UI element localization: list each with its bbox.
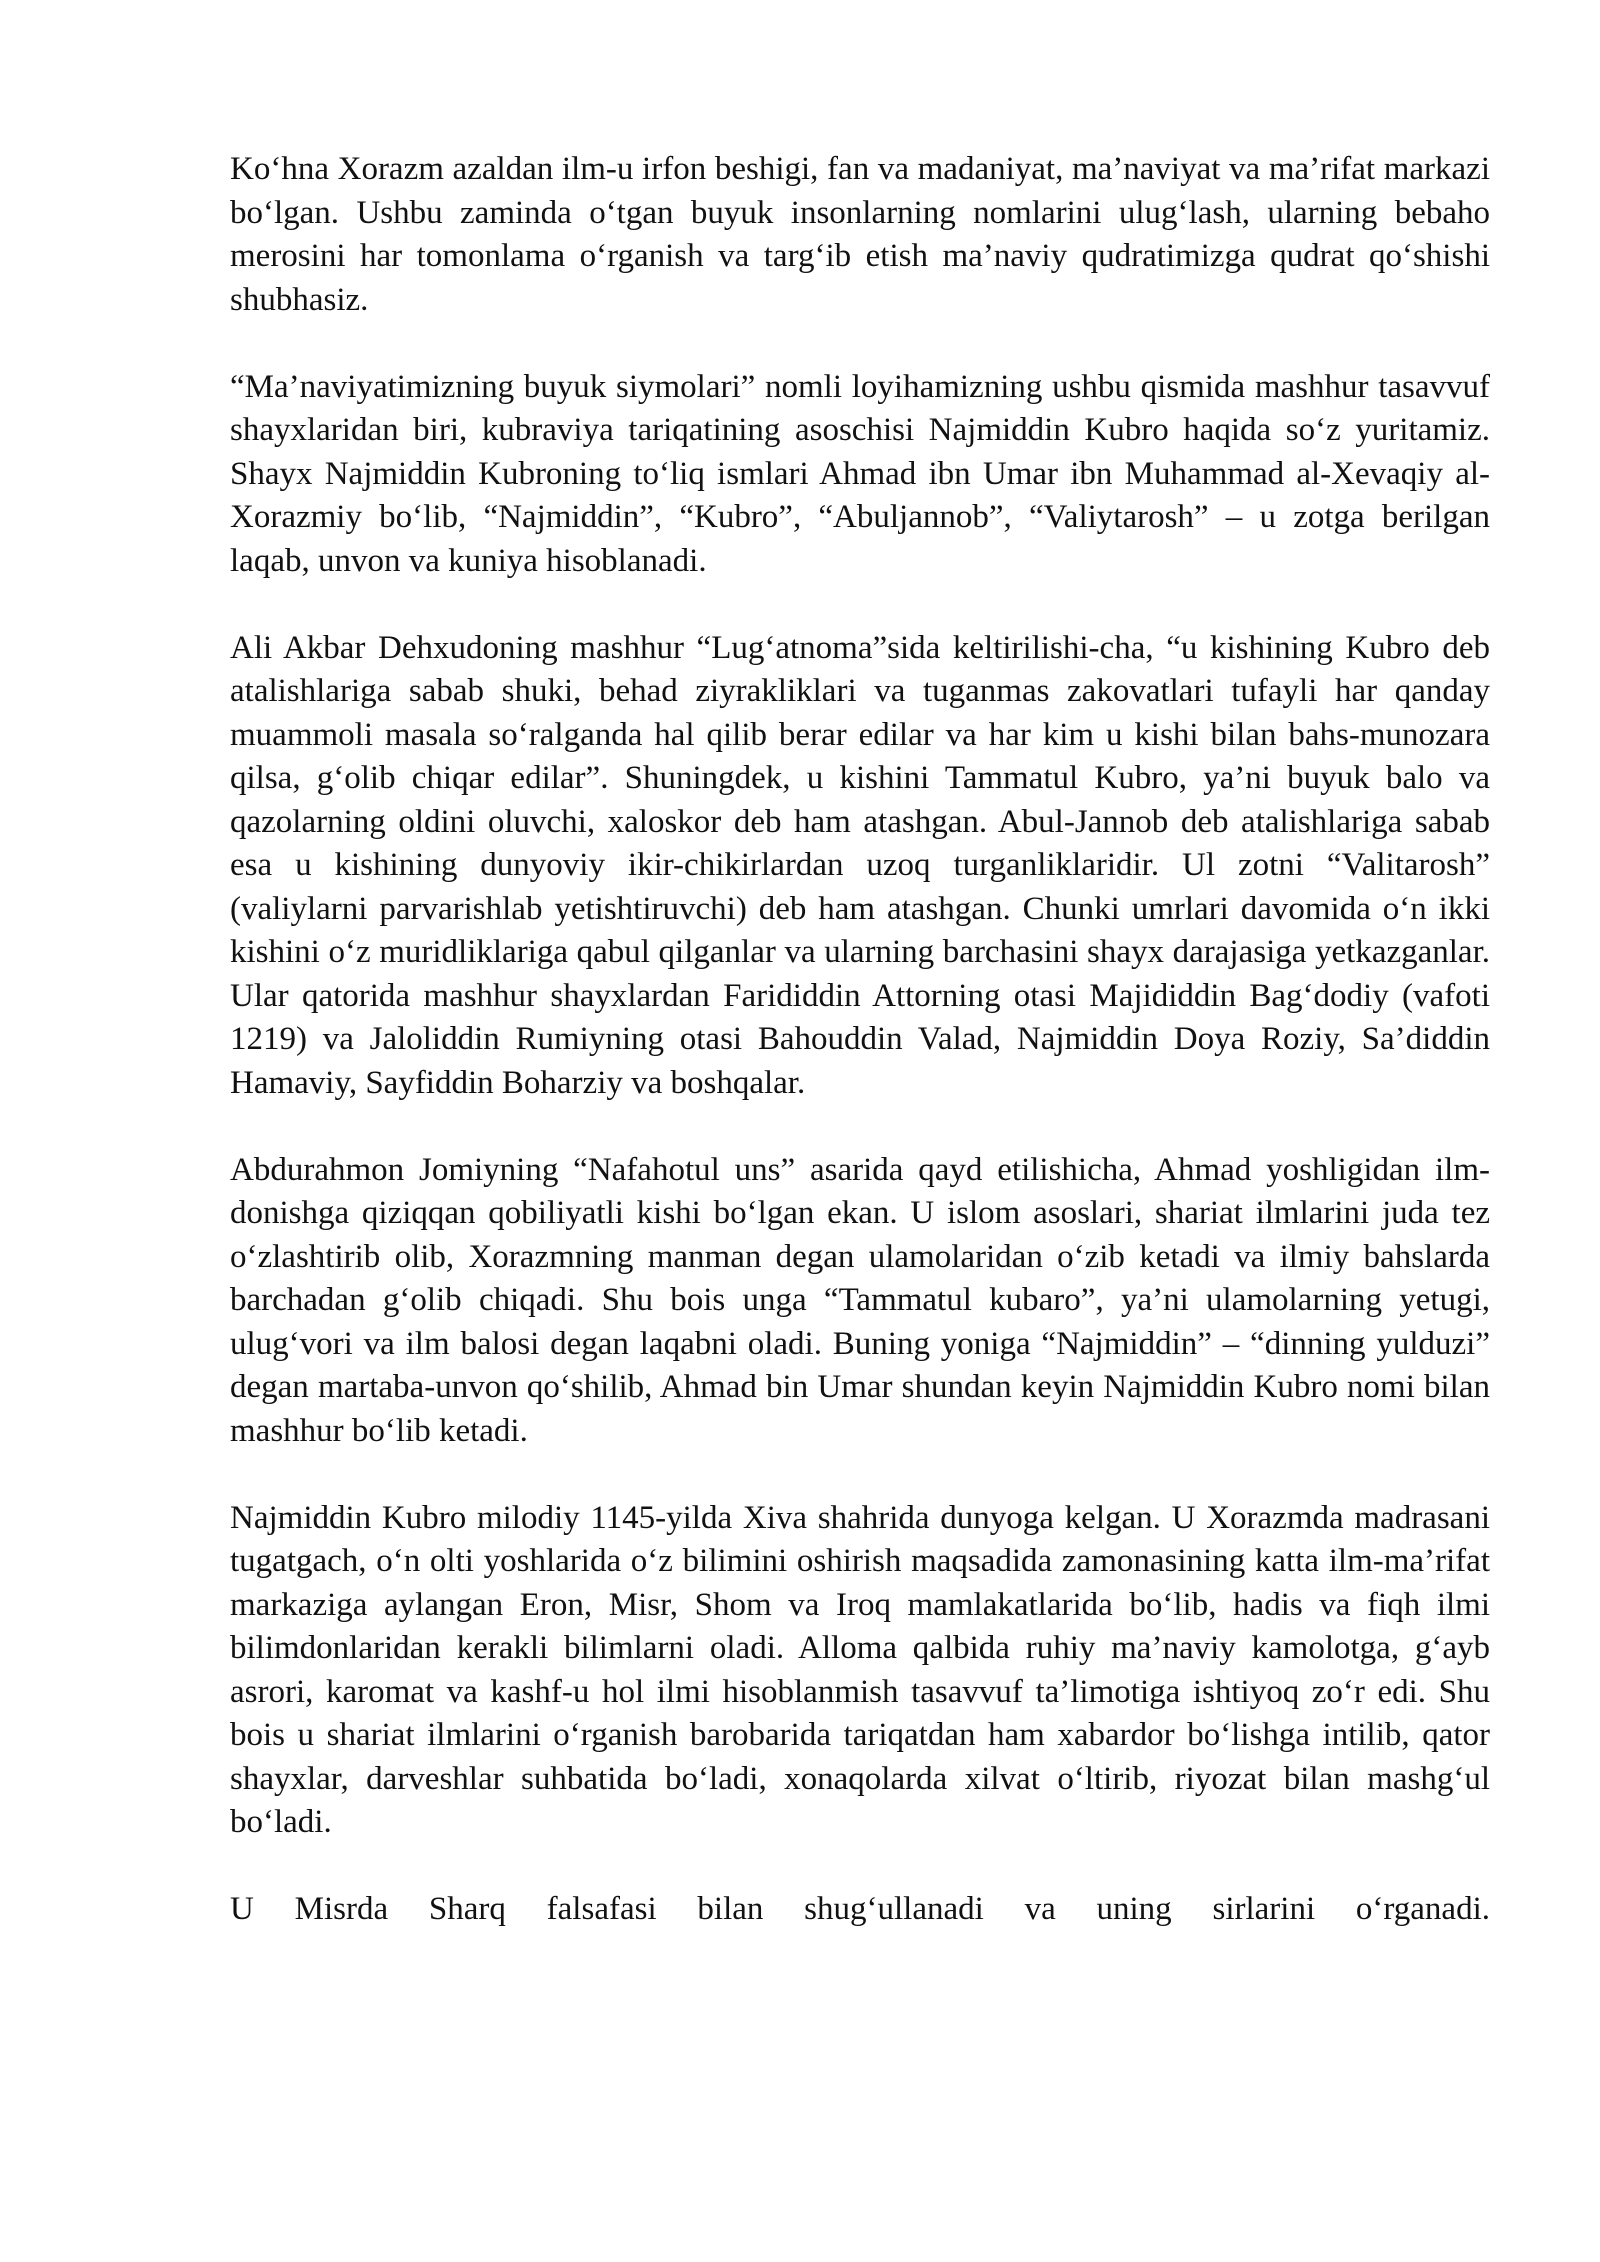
paragraph-kubro-name-origin: Ali Akbar Dehxudoning mashhur “Lug‘atnoma”sida keltirilishi-cha, “u kishining Kubro deb atalishlariga sabab shuki, behad ziyrakliklari va tuganmas zakovatlari tufayli har qanday muammoli masala so‘ralganda hal qilib berar edilar va har kim u kishi bilan bahs-munozara qilsa, g‘olib chiqar edilar”. Shuningdek, u kishini Tammatul Kubro, ya’ni buyuk balo va qazolarning oldini oluvchi, xaloskor deb ham atashgan. Abul-Jannob deb atalishlariga sabab esa u kishining dunyoviy ikir-chikirlardan uzoq turganliklaridir. Ul zotni “Valitarosh” (valiylarni parvarishlab yetishtiruvchi) deb ham atashgan. Chunki umrlari davomida o‘n ikki kishini o‘z muridliklariga qabul qilganlar va ularning barchasini shayx darajasiga yetkazganlar. Ular qatorida mashhur shayxlardan Farididdin Attorning otasi Majididdin Bag‘dodiy (vafoti 1219) va Jaloliddin Rumiyning otasi Bahouddin Valad, Najmiddin Doya Roziy, Sa’diddin Hamaviy, Sayfiddin Boharziy va boshqalar.: [230, 629, 1490, 1101]
paragraph-jomiy-account: Abdurahmon Jomiyning “Nafahotul uns” asarida qayd etilishicha, Ahmad yoshligidan ilm-donishga qiziqqan qobiliyatli kishi bo‘lgan ekan. U islom asoslari, shariat ilmlarini juda tez o‘zlashtirib olib, Xorazmning manman degan ulamolaridan o‘zib ketadi va ilmiy bahslarda barchadan g‘olib chiqadi. Shu bois unga “Tammatul kubaro”, ya’ni ulamolarning yetugi, ulug‘vori va ilm balosi degan laqabni oladi. Buning yoniga “Najmiddin” – “dinning yulduzi” degan martaba-unvon qo‘shilib, Ahmad bin Umar shundan keyin Najmiddin Kubro nomi bilan mashhur bo‘lib ketadi.: [230, 1151, 1490, 1449]
paragraph-project-intro: “Ma’naviyatimizning buyuk siymolari” nomli loyihamizning ushbu qismida mashhur tasavvuf shayxlaridan biri, kubraviya tariqatining asoschisi Najmiddin Kubro haqida so‘z yuritamiz. Shayx Najmiddin Kubroning to‘liq ismlari Ahmad ibn Umar ibn Muhammad al-Xevaqiy al-Xorazmiy bo‘lib, “Najmiddin”, “Kubro”, “Abuljannob”, “Valiytarosh” – u zotga berilgan laqab, unvon va kuniya hisoblanadi.: [230, 368, 1490, 579]
paragraph-egypt-study: U Misrda Sharq falsafasi bilan shug‘ullanadi va uning sirlarini o‘rganadi.: [230, 1891, 1490, 1927]
document-page: [230, 148, 1490, 1932]
paragraph-xorazm-intro: Ko‘hna Xorazm azaldan ilm-u irfon beshigi, fan va madaniyat, ma’naviyat va ma’rifat markazi bo‘lgan. Ushbu zaminda o‘tgan buyuk insonlarning nomlarini ulug‘lash, ularning bebaho merosini har tomonlama o‘rganish va targ‘ib etish ma’naviy qudratimizga qudrat qo‘shishi shubhasiz.: [230, 151, 1490, 318]
paragraph-biography: Najmiddin Kubro milodiy 1145-yilda Xiva shahrida dunyoga kelgan. U Xorazmda madrasani tugatgach, o‘n olti yoshlarida o‘z bilimini oshirish maqsadida zamonasining katta ilm-ma’rifat markaziga aylangan Eron, Misr, Shom va Iroq mamlakatlarida bo‘lib, hadis va fiqh ilmi bilimdonlaridan kerakli bilimlarni oladi. Alloma qalbida ruhiy ma’naviy kamolotga, g‘ayb asrori, karomat va kashf-u hol ilmi hisoblanmish tasavvuf ta’limotiga ishtiyoq zo‘r edi. Shu bois u shariat ilmlarini o‘rganish barobarida tariqatdan ham xabardor bo‘lishga intilib, qator shayxlar, darveshlar suhbatida bo‘ladi, xonaqolarda xilvat o‘ltirib, riyozat bilan mashg‘ul bo‘ladi.: [230, 1499, 1490, 1840]
